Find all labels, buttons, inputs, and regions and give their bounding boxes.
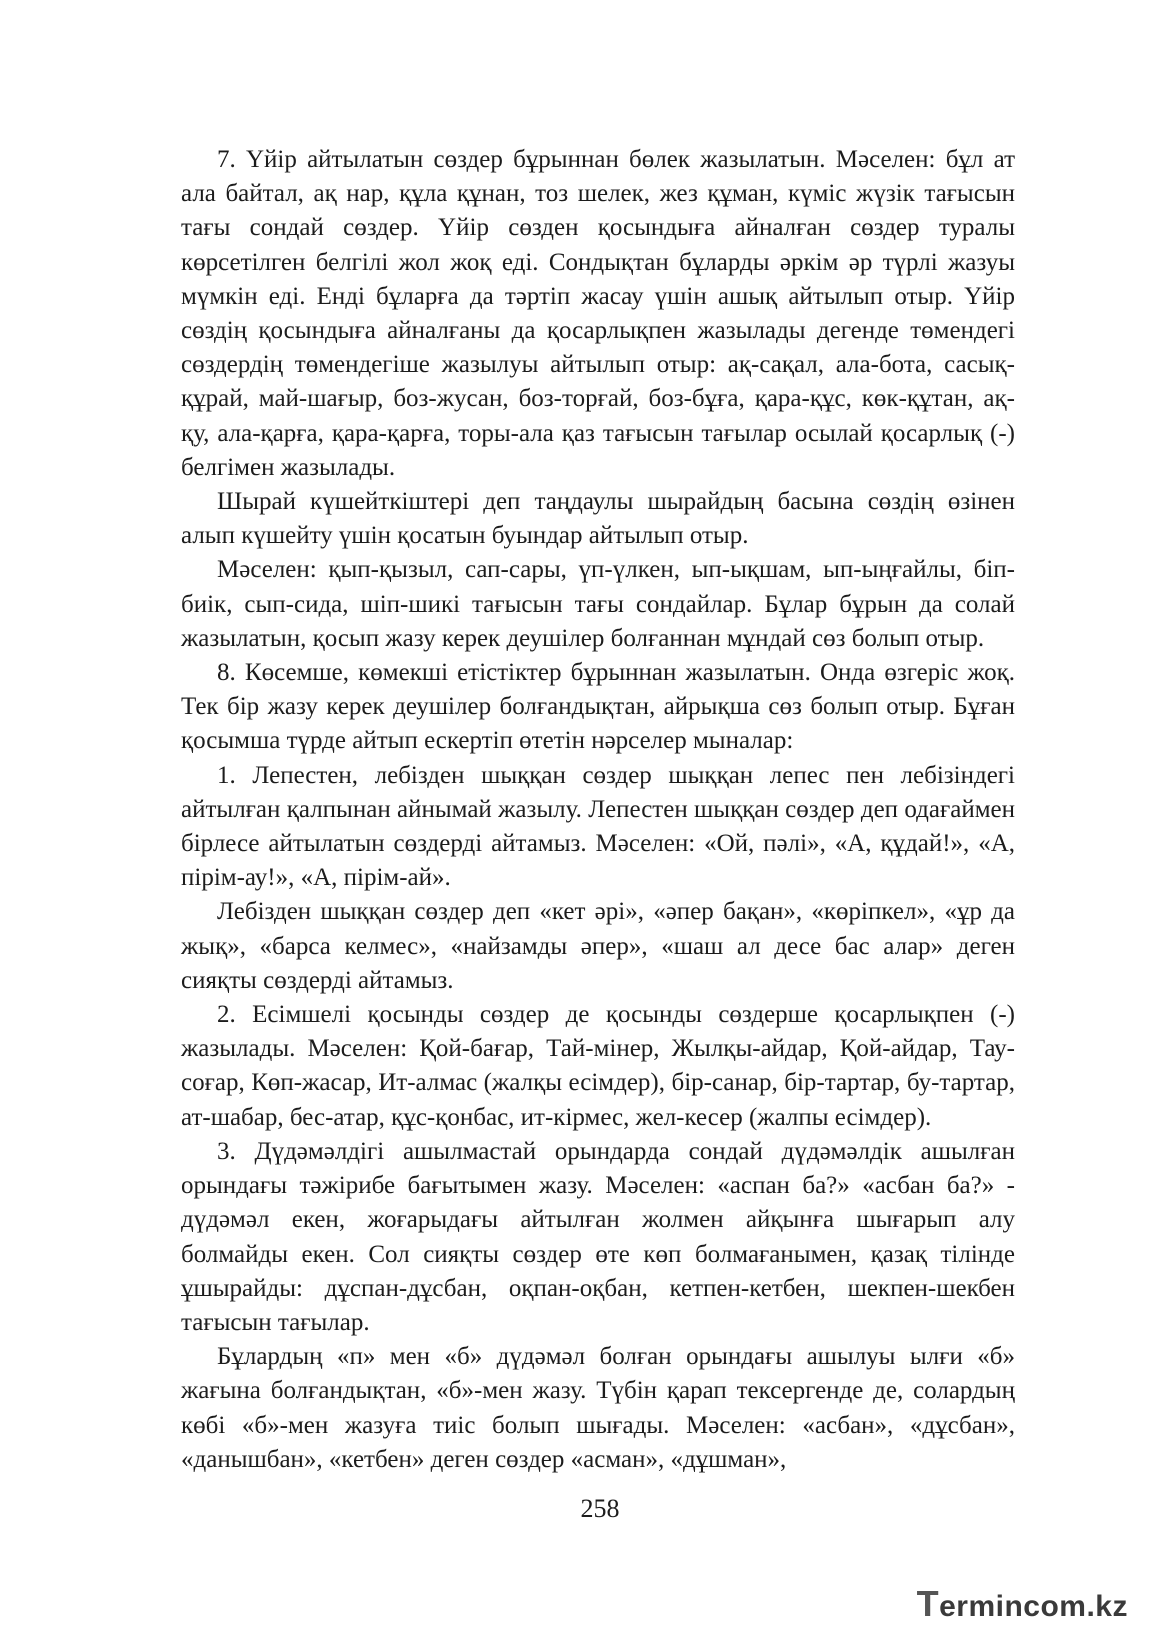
paragraph: Лебізден шыққан сөздер деп «кет әрі», «әпер бақан», «көріпкел», «ұр да жық», «барса келмес», «найзамды әпер», «шаш ал десе бас алар» деген сияқты сөздерді айтамыз. xyxy=(181,898,1015,994)
page-body xyxy=(181,143,1015,1477)
paragraph: 3. Дүдәмәлдігі ашылмастай орындарда сондай дүдәмәлдік ашылған орындағы тәжірибе бағытымен жазу. Мәселен: «аспан ба?» «асбан ба?» - дүдәмәл екен, жоғарыдағы айтылған жолмен айқынға шығарып алу болмайды екен. Сол сияқты сөздер өте көп болмағанымен, қазақ тілінде ұшырайды: дұспан-дұсбан, оқпан-оқбан, кетпен-кетбен, шекпен-шекбен тағысын тағылар. xyxy=(181,1137,1015,1336)
paragraph: Шырай күшейткіштері деп таңдаулы шырайдың басына сөздің өзінен алып күшейту үшін қосатын буындар айтылып отыр. xyxy=(181,488,1015,550)
page-number: 258 xyxy=(580,1494,620,1523)
paragraph: 2. Есімшелі қосынды сөздер де қосынды сөздерше қосарлықпен (-) жазылады. Мәселен: Қой-бағар, Тай-мінер, Жылқы-айдар, Қой-айдар, Тау-соғар, Көп-жасар, Ит-алмас (жалқы есімдер), бір-санар, бір-тартар, бу-тартар, ат-шабар, бес-атар, құс-қонбас, ит-кірмес, жел-кесер (жалпы есімдер). xyxy=(181,1001,1015,1131)
watermark-prefix: T xyxy=(916,1583,940,1624)
watermark-logo xyxy=(917,1583,1128,1625)
paragraph: 8. Көсемше, көмекші етістіктер бұрыннан жазылатын. Онда өзгеріс жоқ. Тек бір жазу керек деушілер болғандықтан, айрықша сөз болып отыр. Бұған қосымша түрде айтып ескертіп өтетін нәрселер мыналар: xyxy=(181,659,1015,755)
paragraph: 1. Лепестен, лебізден шыққан сөздер шыққан лепес пен лебізіндегі айтылған қалпынан айнымай жазылу. Лепестен шыққан сөздер деп одағаймен бірлесе айтылатын сөздерді айтамыз. Мәселен: «Ой, пәлі», «А, құдай!», «А, пірім-ау!», «А, пірім-ай». xyxy=(181,761,1015,892)
watermark-text: ermincom.kz xyxy=(939,1590,1128,1623)
paragraph: 7. Үйір айтылатын сөздер бұрыннан бөлек жазылатын. Мәселен: бұл ат ала байтал, ақ нар, құла құнан, тоз шелек, жез құман, күміс жүзік тағысын тағы сондай сөздер. Үйір сөзден қосындыға айналған сөздер туралы көрсетілген белгілі жол жоқ еді. Сондықтан бұларды әркім әр түрлі жазуы мүмкін еді. Енді бұларға да тәртіп жасау үшін ашық айтылып отыр. Үйір сөздің қосындыға айналғаны да қосарлықпен жазылады дегенде төмендегі сөздердің төмендегіше жазылуы айтылып отыр: ақ-сақал, ала-бота, сасық-құрай, май-шағыр, боз-жусан, боз-торғай, боз-бұға, қара-құс, көк-құтан, ақ-қу, ала-қарға, қара-қарға, торы-ала қаз тағысын тағылар осылай қосарлық (-) белгімен жазылады. xyxy=(181,146,1015,481)
paragraph: Бұлардың «п» мен «б» дүдәмәл болған орындағы ашылуы ылғи «б» жағына болғандықтан, «б»-мен жазу. Түбін қарап тексергенде де, солардың көбі «б»-мен жазуға тиіс болып шығады. Мәселен: «асбан», «дұсбан», «данышбан», «кетбен» деген сөздер «асман», «дұшман», xyxy=(181,1343,1015,1473)
paragraph: Мәселен: қып-қызыл, сап-сары, үп-үлкен, ып-ықшам, ып-ыңғайлы, біп-биік, сып-сида, шіп-шикі тағысын тағы сондайлар. Бұлар бұрын да солай жазылатын, қосып жазу керек деушілер болғаннан мұндай сөз болып отыр. xyxy=(181,556,1015,652)
